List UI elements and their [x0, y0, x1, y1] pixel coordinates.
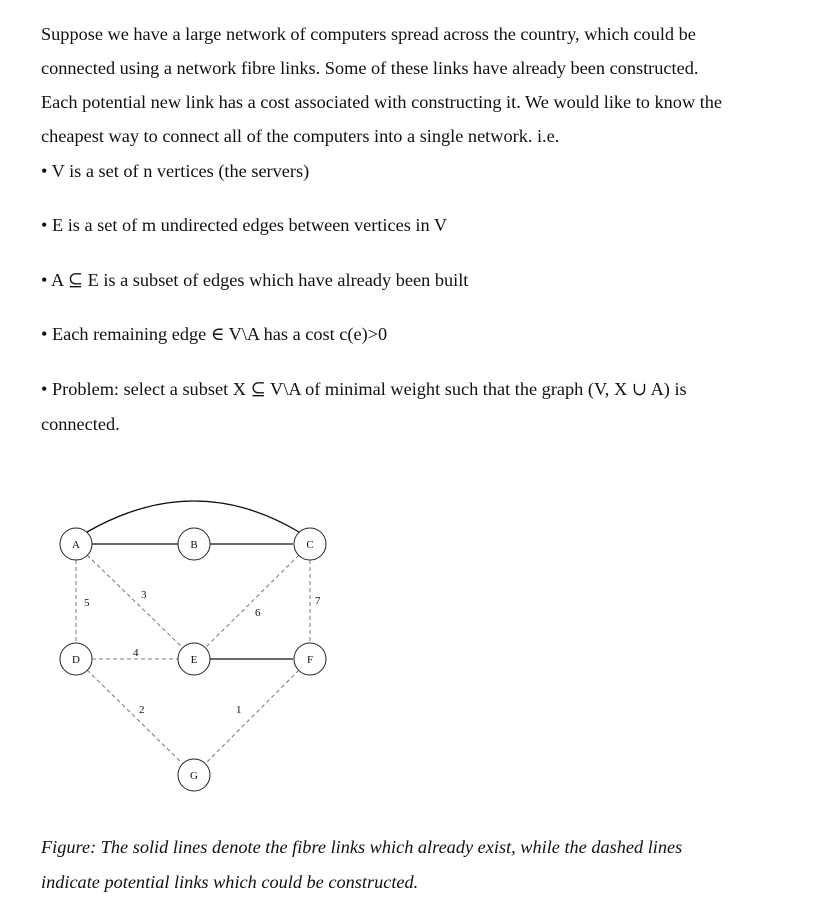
node-b-label: B [190, 539, 198, 551]
weight-a-e: 3 [141, 589, 147, 601]
node-f-label: F [306, 654, 314, 666]
intro-line: Each potential new link has a cost associated with constructing it. We would like to know the [41, 92, 723, 112]
caption-line: Figure: The solid lines denote the fibre links which already exist, while the dashed lines [41, 837, 683, 857]
weight-d-g: 2 [139, 704, 145, 716]
edge-a-e [87, 555, 183, 648]
weight-a-d: 5 [84, 597, 90, 609]
edge-a-c-curve [87, 501, 299, 532]
edge-f-g [205, 670, 299, 764]
node-e-label: E [190, 654, 198, 666]
weight-f-g: 1 [236, 704, 242, 716]
node-g-label: G [190, 770, 198, 782]
node-a [60, 528, 92, 560]
node-c-label: C [306, 539, 314, 551]
node-c [294, 528, 326, 560]
caption-line: indicate potential links which could be constructed. [41, 872, 419, 892]
network-graph-figure [0, 490, 360, 800]
bullet-vertices: • V is a set of n vertices (the servers) [41, 161, 310, 181]
intro-line: connected using a network fibre links. Some of these links have already been constructed. [41, 58, 699, 78]
weight-d-e: 4 [133, 647, 139, 659]
intro-line: cheapest way to connect all of the computers into a single network. i.e. [41, 126, 560, 146]
weight-c-e: 6 [255, 607, 261, 619]
intro-line: Suppose we have a large network of computers spread across the country, which could be [41, 24, 696, 44]
node-g [178, 759, 210, 791]
node-a-label: A [72, 539, 80, 551]
node-d-label: D [72, 654, 80, 666]
node-d [60, 643, 92, 675]
weight-c-f: 7 [315, 595, 321, 607]
bullet-edge-cost: • Each remaining edge ∈ V\A has a cost c(e)>0 [41, 324, 388, 344]
bullet-built-edges: • A ⊆ E is a subset of edges which have already been built [41, 270, 469, 290]
node-b [178, 528, 210, 560]
node-e [178, 643, 210, 675]
node-f [294, 643, 326, 675]
bullet-problem-continuation: connected. [41, 414, 120, 434]
bullet-problem: • Problem: select a subset X ⊆ V\A of minimal weight such that the graph (V, X ∪ A) is [41, 379, 687, 399]
edge-c-e [205, 555, 299, 648]
bullet-edges: • E is a set of m undirected edges between vertices in V [41, 215, 448, 235]
edge-d-g [87, 670, 183, 764]
